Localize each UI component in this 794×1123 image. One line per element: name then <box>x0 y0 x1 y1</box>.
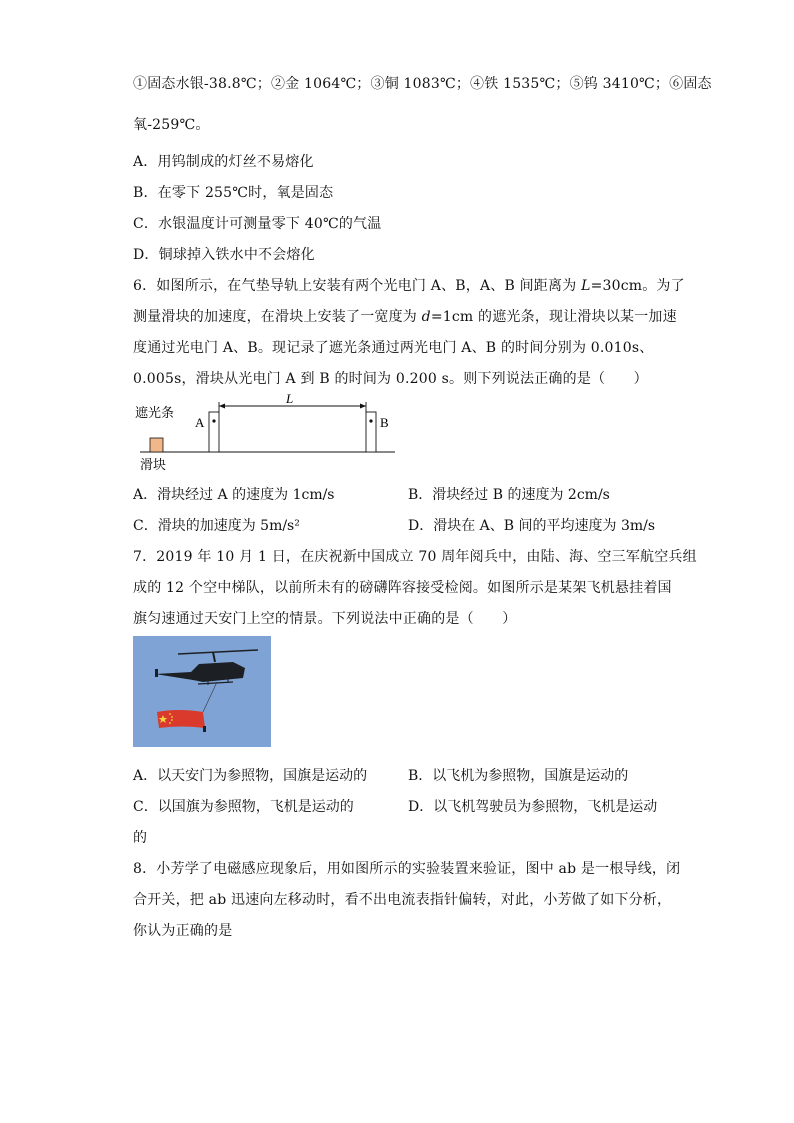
gate-a-dot <box>212 419 215 422</box>
q7-option-d-continued: 的 <box>133 830 147 846</box>
gate-b-dot <box>369 419 372 422</box>
q6-line-2 <box>133 306 677 326</box>
national-flag-icon <box>157 710 205 728</box>
air-track-diagram <box>130 392 400 474</box>
gate-a-post <box>209 412 219 452</box>
slider-label: 滑块 <box>140 457 167 472</box>
q6-line-1-text-end: =30cm。为了 <box>590 278 685 294</box>
q6-line-2-text: 测量滑块的加速度，在滑块上安装了一宽度为 <box>133 309 422 325</box>
q7-option-a: A．以天安门为参照物，国旗是运动的 <box>133 768 368 784</box>
q7-line-1: 7．2019 年 10 月 1 日，在庆祝新中国成立 70 周年阅兵中，由陆、海、空三军航空兵组 <box>133 549 697 565</box>
q6-option-a: A．滑块经过 A 的速度为 1cm/s <box>133 487 335 503</box>
q7-line-3: 旗匀速通过天安门上空的情景。下列说法中正确的是（ ） <box>133 611 517 627</box>
q5-line-2: 氧-259℃。 <box>133 117 210 133</box>
gate-b-post <box>366 412 376 452</box>
q6-line-2-text-end: =1cm 的遮光条，现让滑块以某一加速 <box>430 309 677 325</box>
shade-strip-label: 遮光条 <box>135 405 175 420</box>
q6-line-1-text: 6．如图所示，在气垫导轨上安装有两个光电门 A、B，A、B 间距离为 <box>133 278 582 294</box>
q7-line-2: 成的 12 个空中梯队，以前所未有的磅礴阵容接受检阅。如图所示是某架飞机悬挂着国 <box>133 580 672 596</box>
q7-option-c: C．以国旗为参照物，飞机是运动的 <box>133 799 354 815</box>
q5-option-c: C．水银温度计可测量零下 40℃的气温 <box>133 216 382 232</box>
q5-option-a: A．用钨制成的灯丝不易熔化 <box>133 154 314 170</box>
helicopter-flag-photo <box>133 636 271 747</box>
q5-line-1: ①固态水银-38.8℃；②金 1064℃；③铜 1083℃；④铁 1535℃；⑤钨 3410℃；⑥固态 <box>133 76 712 92</box>
q6-option-d: D．滑块在 A、B 间的平均速度为 3m/s <box>408 518 656 534</box>
q6-line-1 <box>133 275 685 295</box>
distance-label: L <box>286 392 294 406</box>
q8-line-3: 你认为正确的是 <box>133 923 233 939</box>
q6-option-b: B．滑块经过 B 的速度为 2cm/s <box>408 487 610 503</box>
gate-a-label: A <box>195 415 205 430</box>
q7-option-d: D．以飞机驾驶员为参照物，飞机是运动 <box>408 799 658 815</box>
q5-option-b: B．在零下 255℃时，氧是固态 <box>133 185 334 201</box>
q6-symbol-d: d <box>421 309 431 325</box>
q6-option-c: C．滑块的加速度为 5m/s² <box>133 518 300 534</box>
arrow-head-right <box>360 404 366 409</box>
flag-weight <box>203 726 206 732</box>
q8-line-2: 合开关，把 ab 迅速向左移动时，看不出电流表指针偏转，对此，小芳做了如下分析， <box>133 892 672 908</box>
gate-b-label: B <box>380 415 389 430</box>
q5-option-d: D．铜球掉入铁水中不会熔化 <box>133 247 315 263</box>
slider-block <box>150 438 163 452</box>
arrow-head-left <box>219 404 225 409</box>
q6-line-4: 0.005s，滑块从光电门 A 到 B 的时间为 0.200 s。则下列说法正确的是（ ） <box>133 371 648 387</box>
q7-option-b: B．以飞机为参照物，国旗是运动的 <box>408 768 629 784</box>
q8-line-1: 8．小芳学了电磁感应现象后，用如图所示的实验装置来验证，图中 ab 是一根导线，闭 <box>133 861 681 877</box>
q6-symbol-l: L <box>581 278 591 294</box>
q6-line-3: 度通过光电门 A、B。现记录了遮光条通过两光电门 A、B 的时间分别为 0.010s、 <box>133 340 654 356</box>
